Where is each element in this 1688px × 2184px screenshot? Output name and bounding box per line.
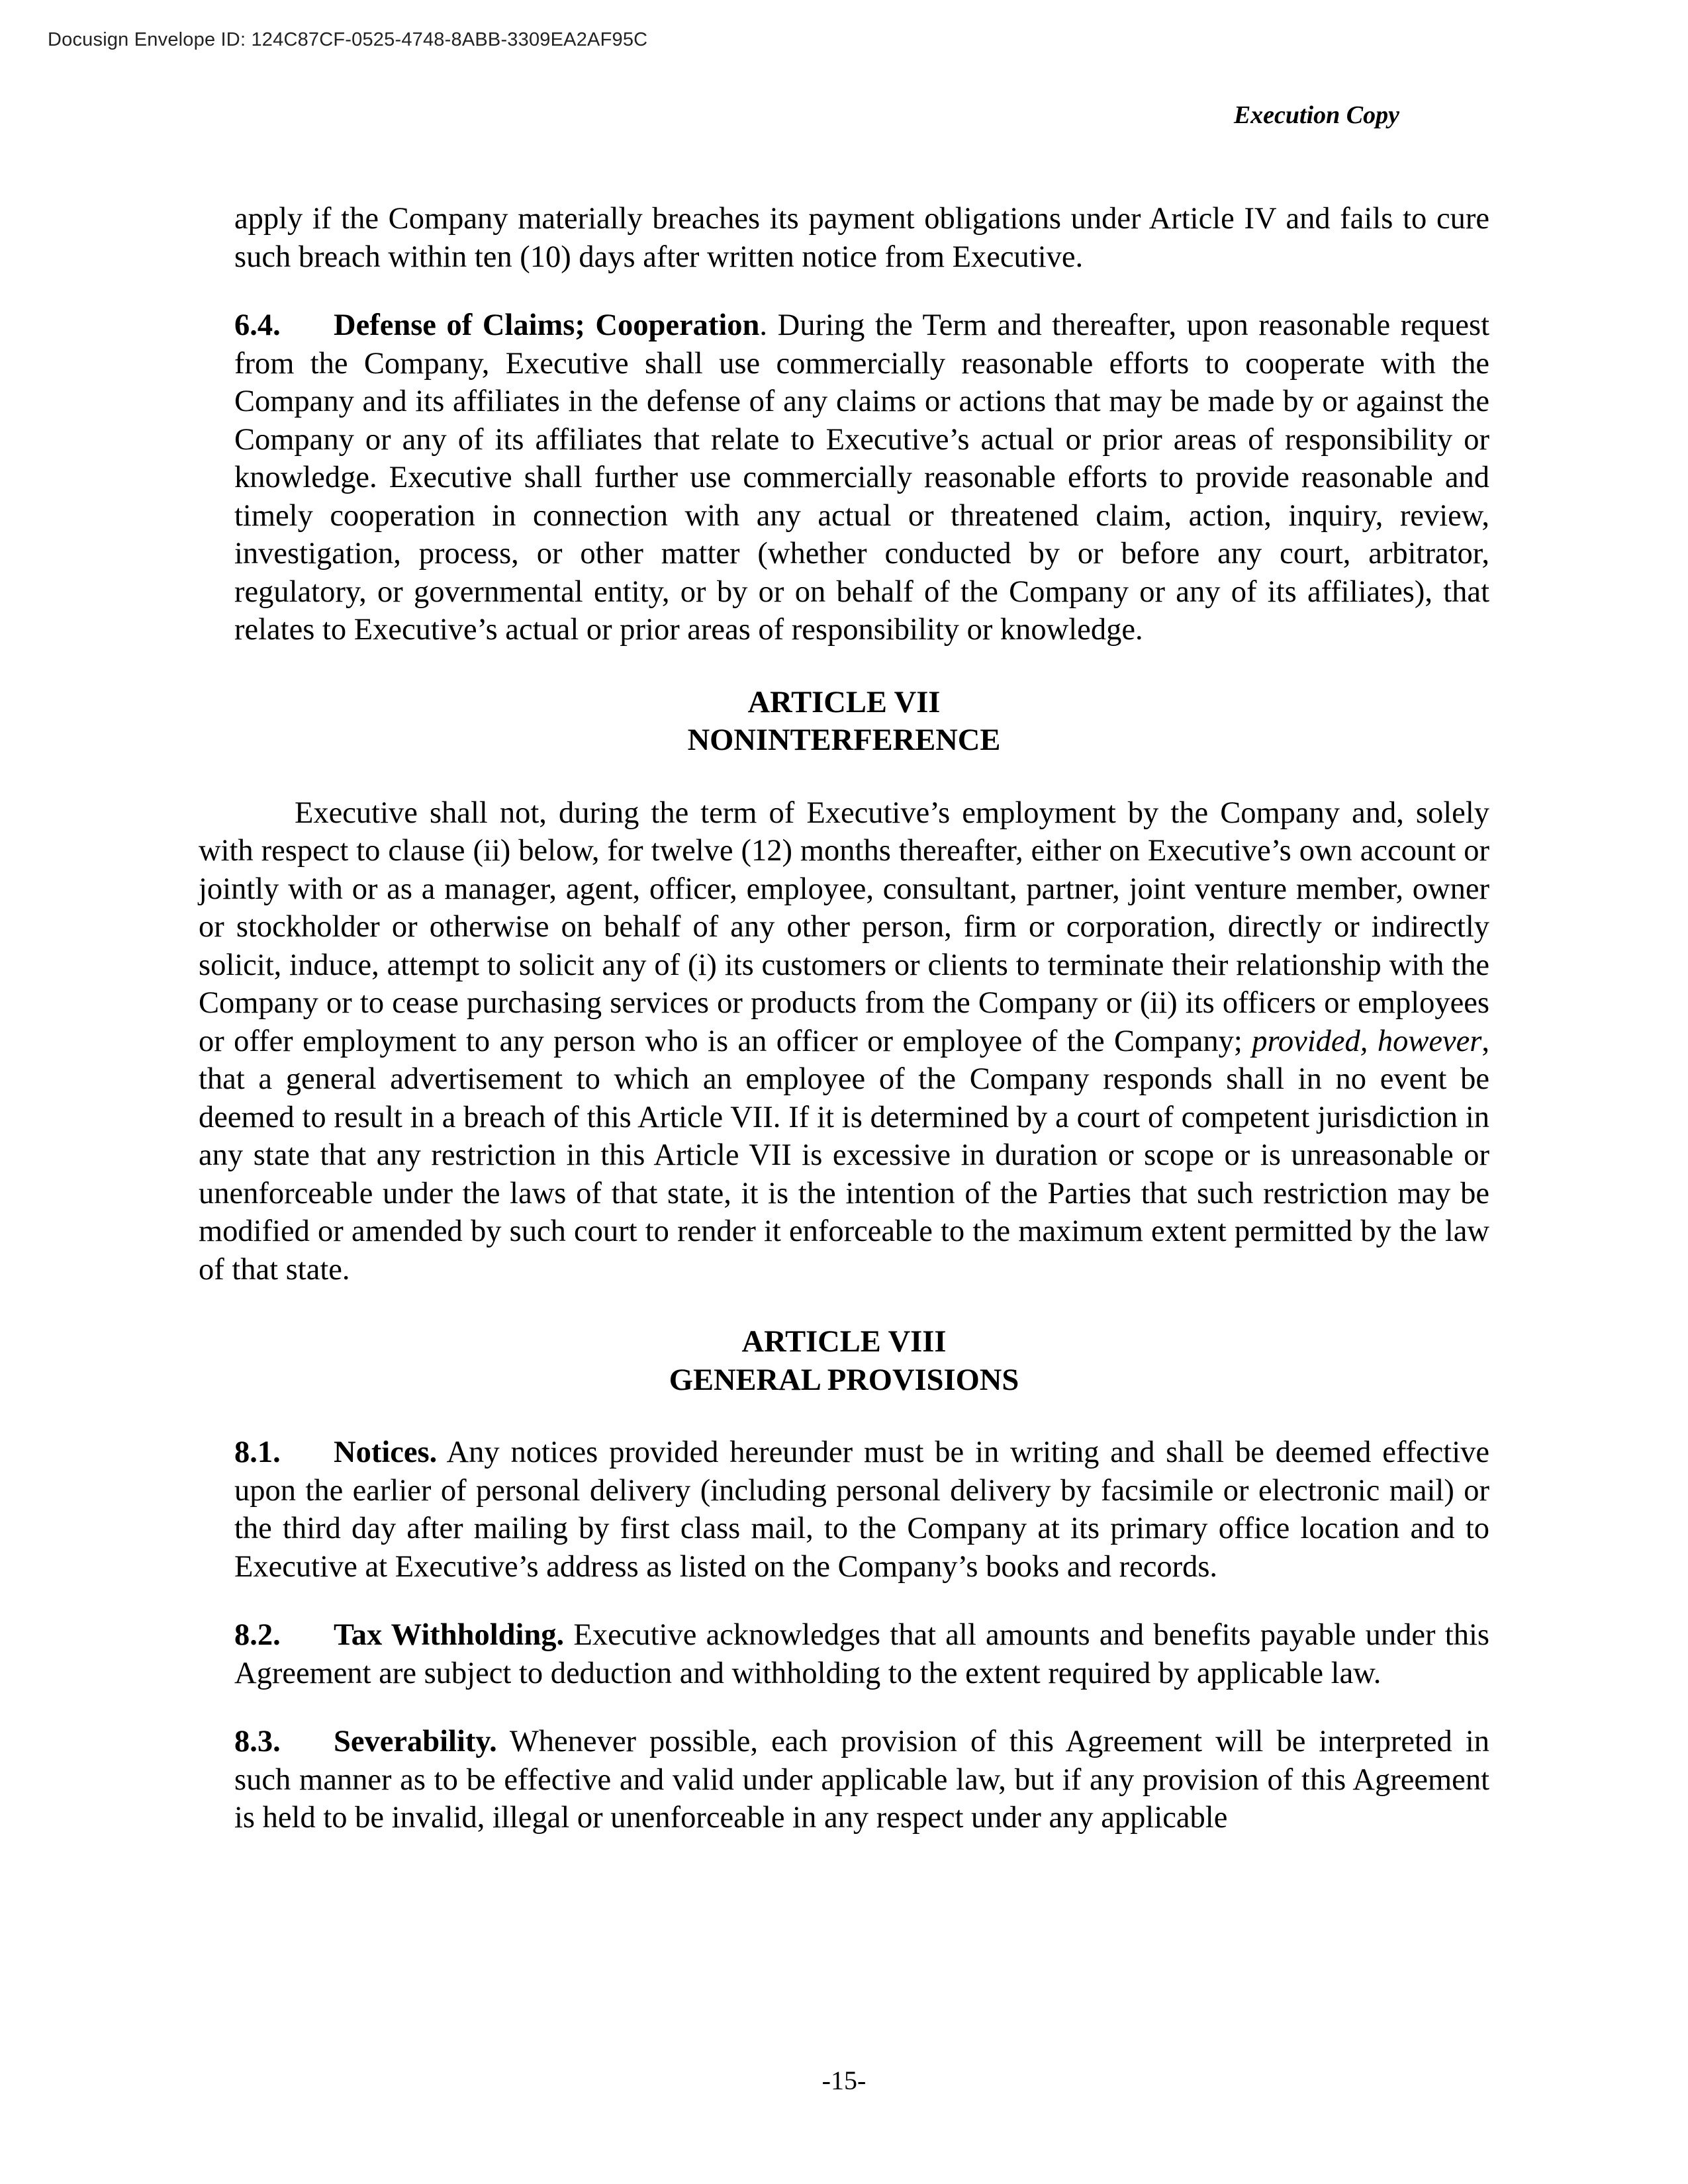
article-7-number: ARTICLE VII — [747, 685, 941, 719]
section-8-1-title: Notices. — [334, 1435, 438, 1469]
section-6-4-body: . During the Term and thereafter, upon reasonable request from the Company, Executive shall use commercially reasonable efforts to cooperate with the Company and its affiliates in the defense of any claims or actions that may be made by or against the Company or any of its affiliates that relate to Executive’s actual or prior areas of responsibility or knowledge. Executive shall further use commercially reasonable efforts to provide reasonable and timely cooperation in connection with any actual or threatened claim, action, inquiry, review, investigation, process, or other matter (whether conducted by or before any court, arbitrator, regulatory, or governmental entity, or by or on behalf of the Company or any of its affiliates), that relates to Executive’s actual or prior areas of responsibility or knowledge. — [234, 308, 1489, 647]
section-8-2-title: Tax Withholding. — [334, 1618, 565, 1652]
docusign-envelope-id: Docusign Envelope ID: 124C87CF-0525-4748-8ABB-3309EA2AF95C — [48, 29, 648, 50]
section-8-3-number: 8.3. — [234, 1725, 281, 1758]
article-7-body-part2: , that a general advertisement to which an employee of the Company responds shall in no event be deemed to result in a breach of this Article VII. If it is determined by a court of competent jurisdiction in any state that any restriction in this Article VII is excessive in duration or scope or is unreasonable or unenforceable under the laws of that state, it is the intention of the Parties that such restriction may be modified or amended by such court to render it enforceable to the maximum extent permitted by the law of that state. — [199, 1024, 1489, 1287]
section-8-2-body: Executive acknowledges that all amounts and benefits payable under this Agreement are subject to deduction and withholding to the extent required by applicable law. — [234, 1618, 1489, 1690]
section-6-4-number: 6.4. — [234, 308, 281, 342]
section-8-3-title: Severability. — [334, 1725, 497, 1758]
article-7-title: NONINTERFERENCE — [687, 723, 1001, 757]
section-8-2-paragraph — [199, 1616, 1489, 1692]
section-6-4-title: Defense of Claims; Cooperation — [334, 308, 760, 342]
section-8-2-number: 8.2. — [234, 1618, 281, 1652]
section-8-3-paragraph — [199, 1723, 1489, 1837]
article-7-proviso: provided, however — [1252, 1024, 1482, 1058]
page-number: -15- — [821, 2066, 867, 2095]
section-8-1-paragraph — [199, 1433, 1489, 1586]
section-6-4-paragraph — [199, 306, 1489, 649]
document-body — [199, 200, 1489, 1837]
article-8-title: GENERAL PROVISIONS — [669, 1363, 1019, 1397]
continuation-paragraph: apply if the Company materially breaches its payment obligations under Article IV and fails to cure such breach within ten (10) days after written notice from Executive. — [234, 202, 1489, 274]
section-8-3-body: Whenever possible, each provision of this Agreement will be interpreted in such manner as to be effective and valid under applicable law, but if any provision of this Agreement is held to be invalid, illegal or unenforceable in any respect under any applicable — [234, 1725, 1489, 1835]
article-7-body-part1: Executive shall not, during the term of Executive’s employment by the Company and, solely with respect to clause (ii) below, for twelve (12) months thereafter, either on Executive’s own account or jointly with or as a manager, agent, officer, employee, consultant, partner, joint venture member, owner or stockholder or otherwise on behalf of any other person, firm or corporation, directly or indirectly solicit, induce, attempt to solicit any of (i) its customers or clients to terminate their relationship with the Company or to cease purchasing services or products from the Company or (ii) its officers or employees or offer employment to any person who is an officer or employee of the Company; — [199, 796, 1489, 1058]
article-8-number: ARTICLE VIII — [741, 1325, 947, 1359]
article-7-paragraph — [199, 794, 1489, 1289]
section-8-1-number: 8.1. — [234, 1435, 281, 1469]
execution-copy-label: Execution Copy — [1233, 101, 1399, 129]
section-8-1-body: Any notices provided hereunder must be in writing and shall be deemed effective upon the earlier of personal delivery (including personal delivery by facsimile or electronic mail) or the third day after mailing by first class mail, to the Company at its primary office location and to Executive at Executive’s address as listed on the Company’s books and records. — [234, 1435, 1489, 1584]
